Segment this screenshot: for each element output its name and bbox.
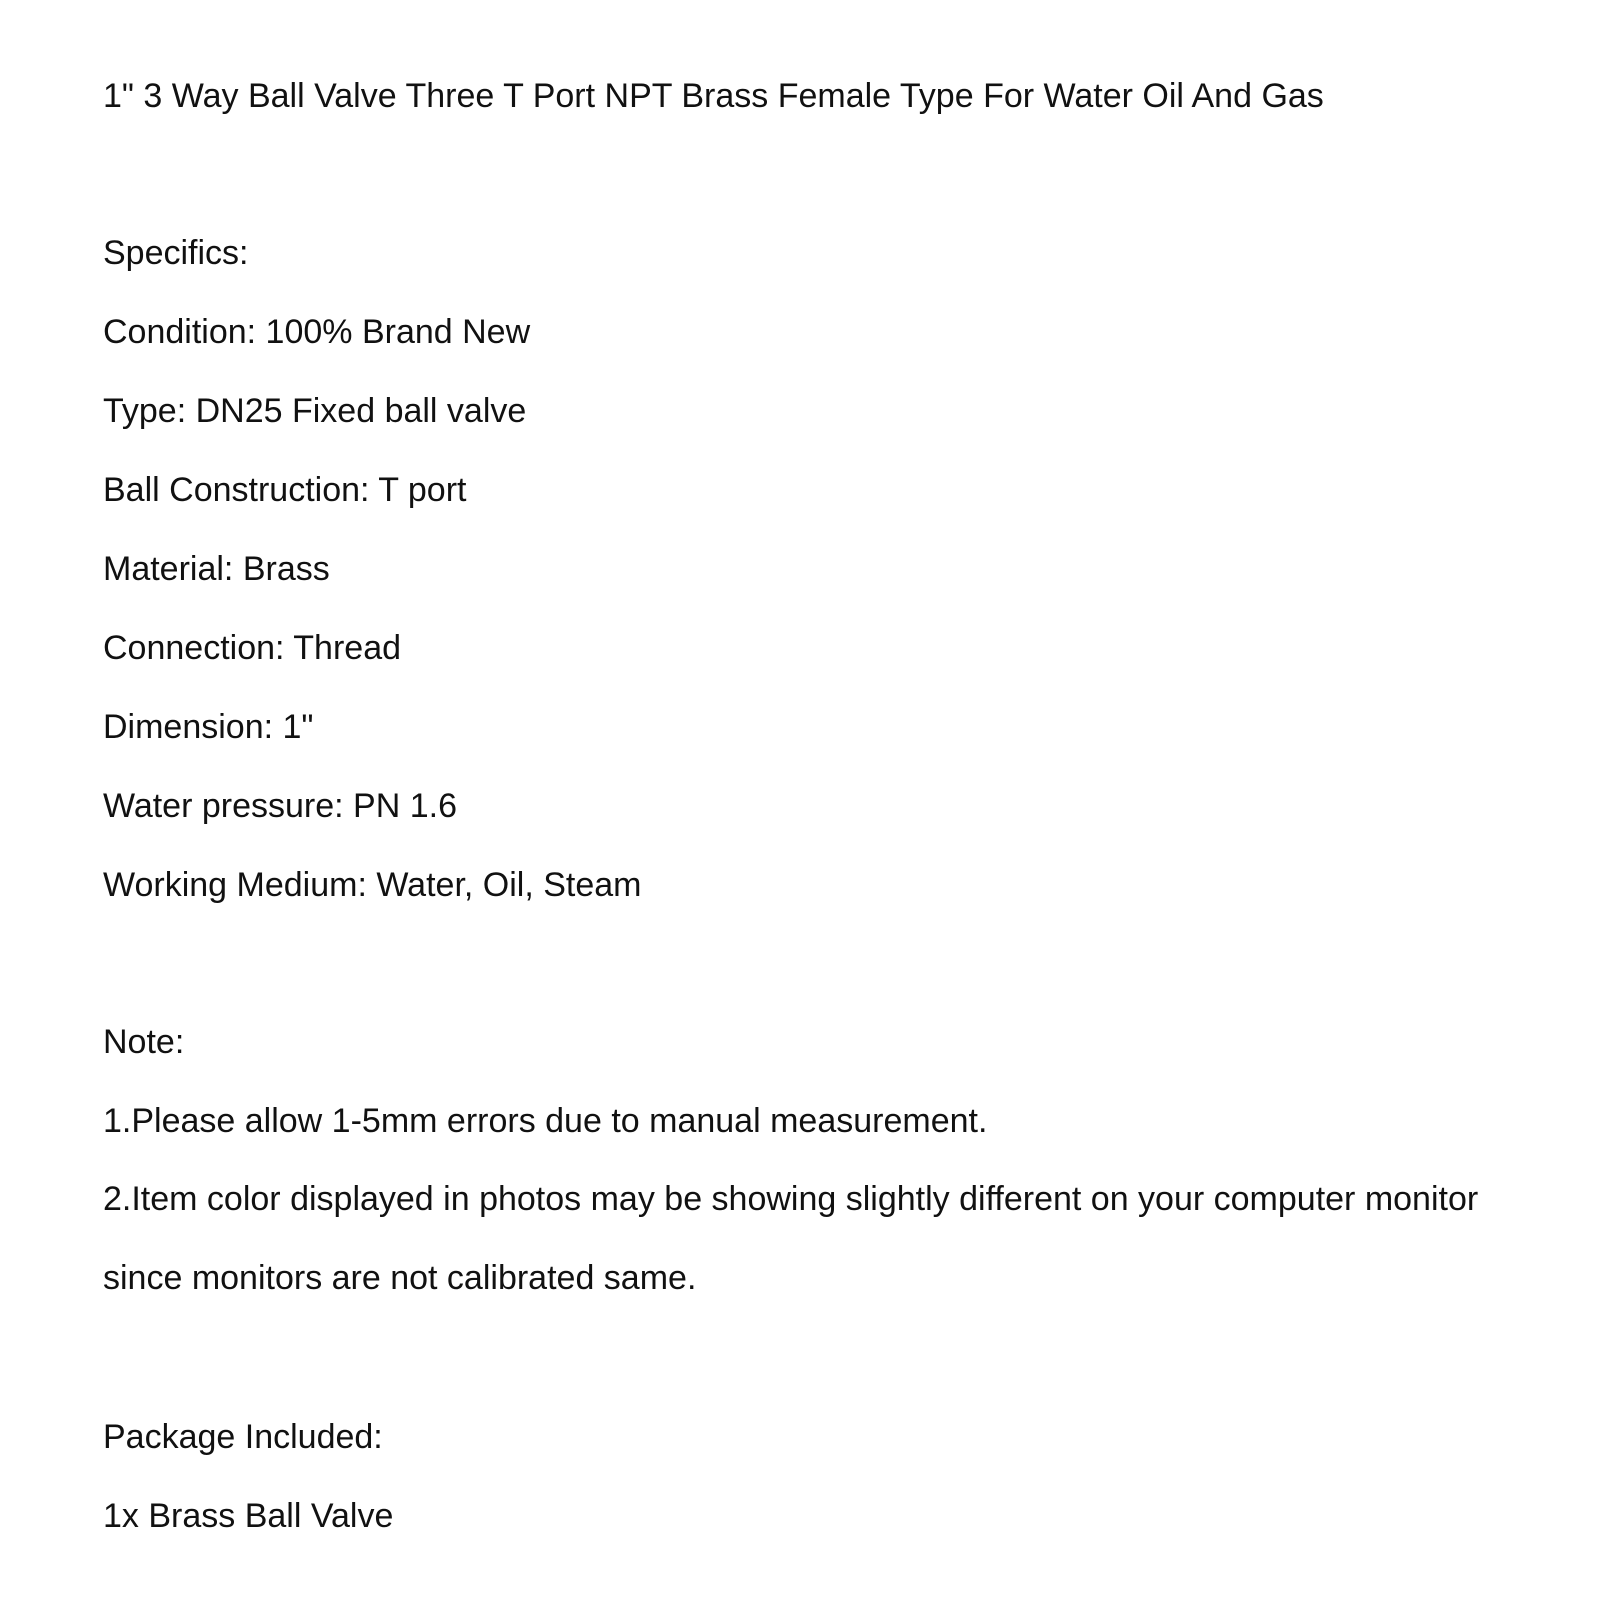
spec-ball-construction: Ball Construction: T port (103, 471, 467, 509)
spec-working-medium: Working Medium: Water, Oil, Steam (103, 866, 642, 904)
note-item-2: 2.Item color displayed in photos may be showing slightly different on your computer monitor since monitors are not calibrated same. (103, 1180, 1479, 1297)
package-item-1: 1x Brass Ball Valve (103, 1497, 394, 1535)
specifics-heading: Specifics: (103, 234, 249, 272)
spec-connection: Connection: Thread (103, 629, 402, 667)
package-heading: Package Included: (103, 1418, 383, 1456)
spec-condition: Condition: 100% Brand New (103, 313, 531, 351)
page-title: 1" 3 Way Ball Valve Three T Port NPT Brass Female Type For Water Oil And Gas (103, 77, 1324, 115)
spec-type: Type: DN25 Fixed ball valve (103, 392, 527, 430)
note-item-1: 1.Please allow 1-5mm errors due to manual measurement. (103, 1102, 988, 1140)
spec-dimension: Dimension: 1" (103, 708, 314, 746)
note-heading: Note: (103, 1023, 185, 1061)
spec-material: Material: Brass (103, 550, 330, 588)
spec-water-pressure: Water pressure: PN 1.6 (103, 787, 457, 825)
